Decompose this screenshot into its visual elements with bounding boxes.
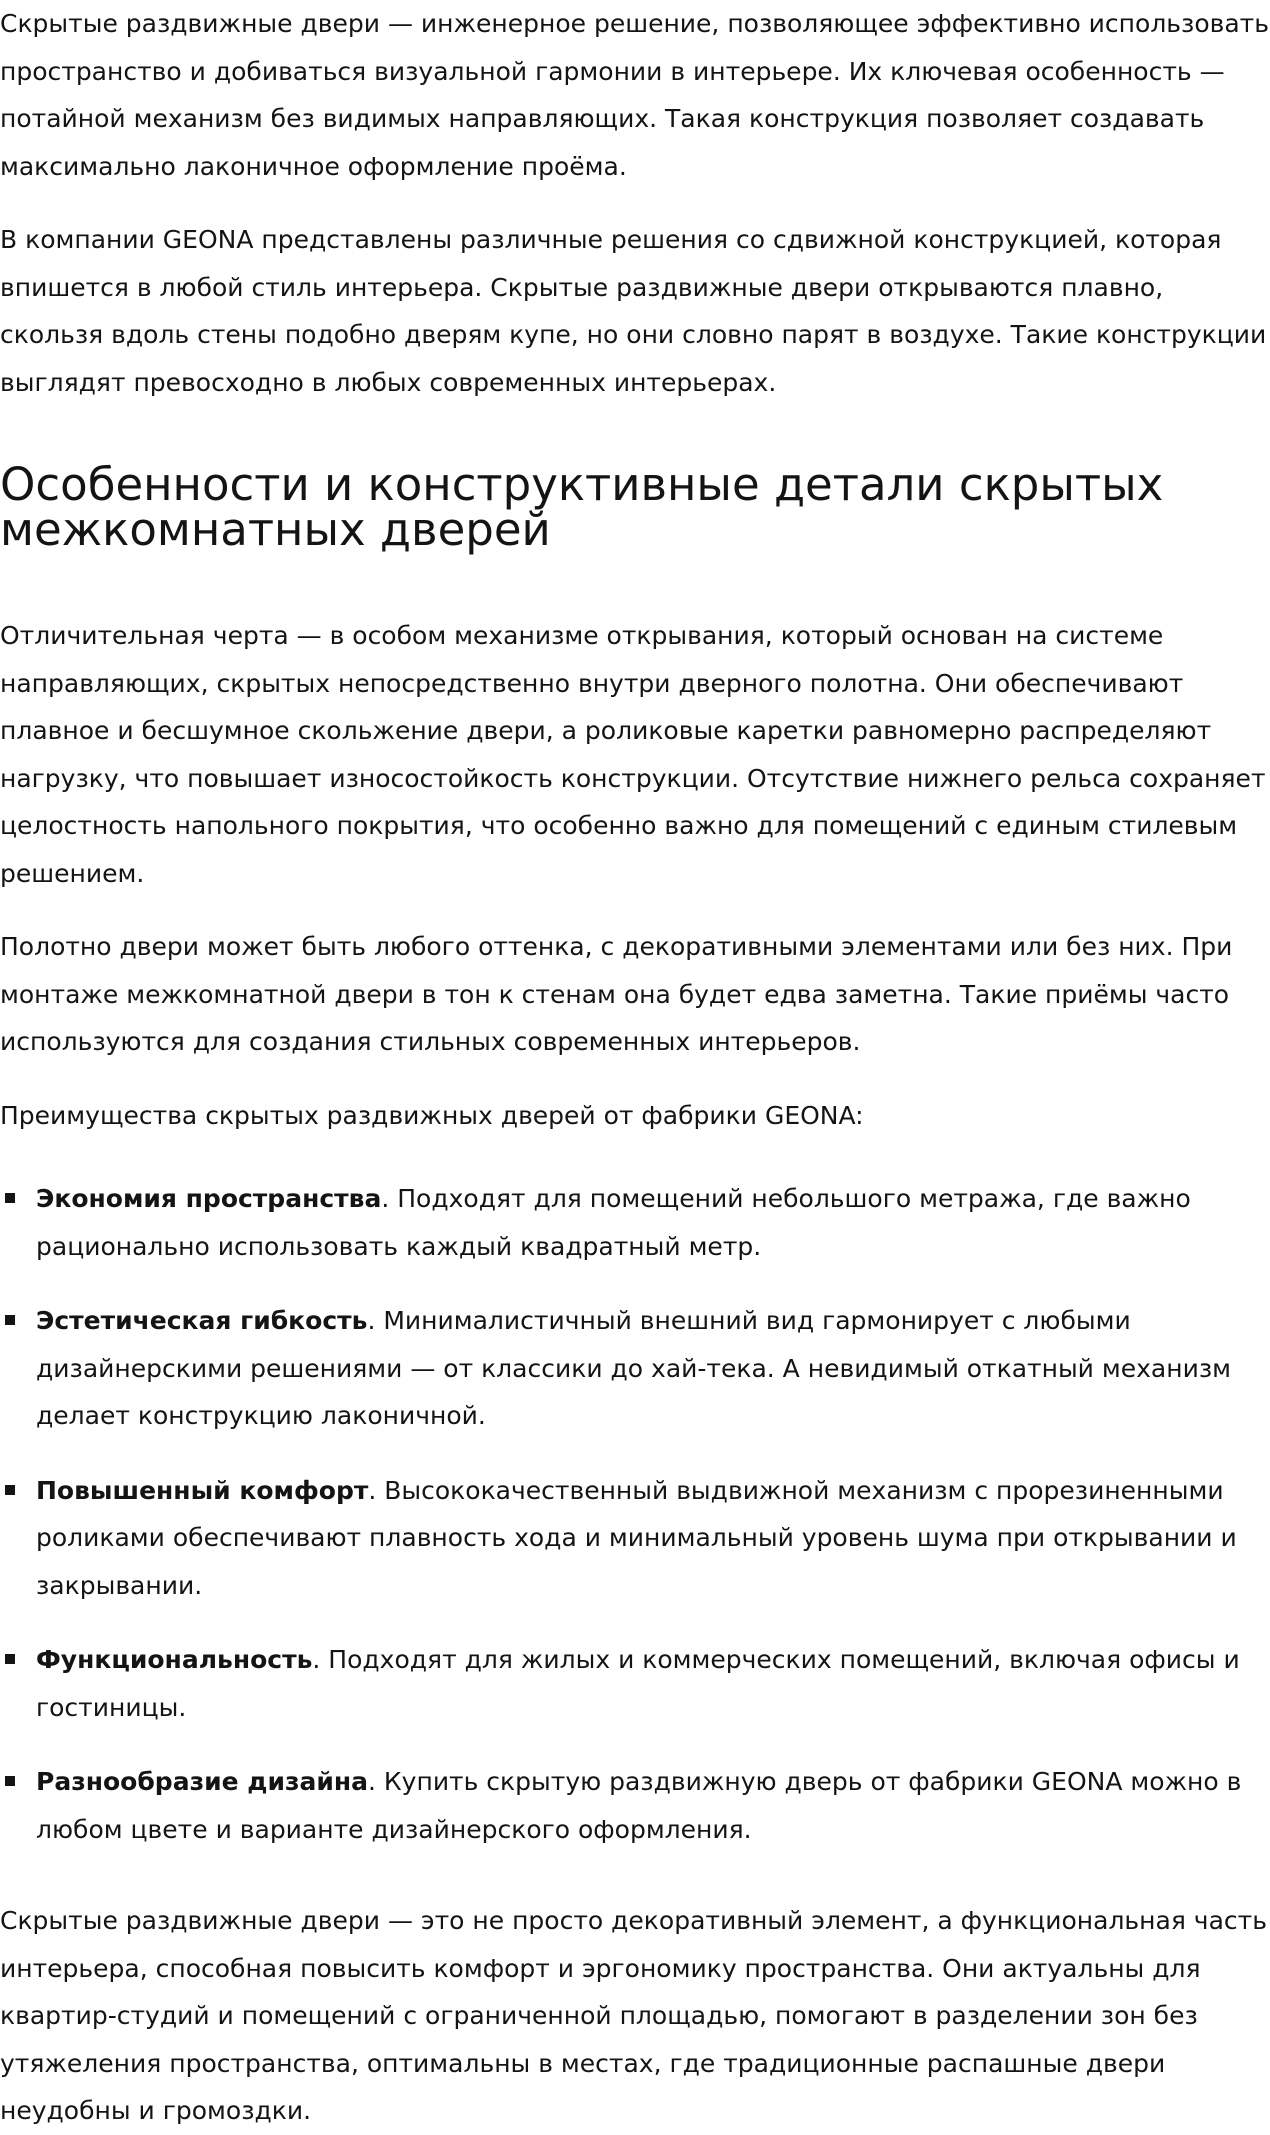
square-bullet-icon — [5, 1485, 15, 1495]
list-item-term: Функциональность — [36, 1645, 313, 1674]
advantages-intro: Преимущества скрытых раздвижных дверей от фабрики GEONA: — [0, 1100, 864, 1130]
list-item-text: . Минималистичный внешний вид гармонирует с любыми дизайнерскими решениями — от классики до хай-тека. А невидимый откатный механизм делает конструкцию лаконичной. — [36, 1306, 1231, 1430]
intro-paragraph-2: В компании GEONA представлены различные решения со сдвижной конструкцией, которая впишется в любой стиль интерьера. Скрытые раздвижные двери открываются плавно, скользя вдоль стены подобно дверям купе, но они словно парят в воздухе. Такие конструкции выглядят превосходно в любых современных интерьерах. — [0, 225, 1267, 397]
section-heading: Особенности и конструктивные детали скрытых межкомнатных дверей — [0, 458, 1164, 556]
advantages-list — [0, 1175, 1270, 1853]
square-bullet-icon — [5, 1315, 15, 1325]
list-item — [0, 1175, 1270, 1270]
closing-paragraph: Скрытые раздвижные двери — это не просто декоративный элемент, а функциональная часть интерьера, способная повысить комфорт и эргономику пространства. Они актуальны для квартир-студий и помещений с ограниченной площадью, помогают в разделении зон без утяжеления пространства, оптимальны в местах, где традиционные распашные двери неудобны и громоздки. — [0, 1906, 1267, 2125]
list-item — [0, 1758, 1270, 1853]
list-item — [0, 1636, 1270, 1731]
list-item-term: Повышенный комфорт — [36, 1475, 369, 1505]
square-bullet-icon — [5, 1654, 15, 1664]
list-item — [0, 1467, 1270, 1610]
body-paragraph-1: Отличительная черта — в особом механизме открывания, который основан на системе направляющих, скрытых непосредственно внутри дверного полотна. Они обеспечивают плавное и бесшумное скольжение двери, а роликовые каретки равномерно распределяют нагрузку, что повышает износостойкость конструкции. Отсутствие нижнего рельса сохраняет целостность напольного покрытия, что особенно важно для помещений с единым стилевым решением. — [0, 621, 1266, 888]
square-bullet-icon — [5, 1193, 15, 1203]
list-item-text: . Высококачественный выдвижной механизм с прорезиненными роликами обеспечивают плавность хода и минимальный уровень шума при открывании и закрывании. — [36, 1475, 1237, 1600]
list-item-text: . Подходят для помещений небольшого метража, где важно рационально использовать каждый квадратный метр. — [36, 1184, 1191, 1261]
list-item — [0, 1297, 1270, 1440]
list-item-term: Экономия пространства — [36, 1184, 382, 1213]
list-item-text: . Подходят для жилых и коммерческих помещений, включая офисы и гостиницы. — [36, 1645, 1240, 1722]
intro-paragraph-1: Скрытые раздвижные двери — инженерное решение, позволяющее эффективно использовать пространство и добиваться визуальной гармонии в интерьере. Их ключевая особенность — потайной механизм без видимых направляющих. Такая конструкция позволяет создавать максимально лаконичное оформление проёма. — [0, 9, 1269, 181]
square-bullet-icon — [5, 1776, 15, 1786]
body-paragraph-2: Полотно двери может быть любого оттенка, с декоративными элементами или без них. При монтаже межкомнатной двери в тон к стенам она будет едва заметна. Такие приёмы часто используются для создания стильных современных интерьеров. — [0, 932, 1233, 1056]
list-item-term: Эстетическая гибкость — [36, 1306, 368, 1335]
list-item-text: . Купить скрытую раздвижную дверь от фабрики GEONA можно в любом цвете и варианте дизайнерского оформления. — [36, 1767, 1242, 1844]
list-item-term: Разнообразие дизайна — [36, 1767, 369, 1796]
